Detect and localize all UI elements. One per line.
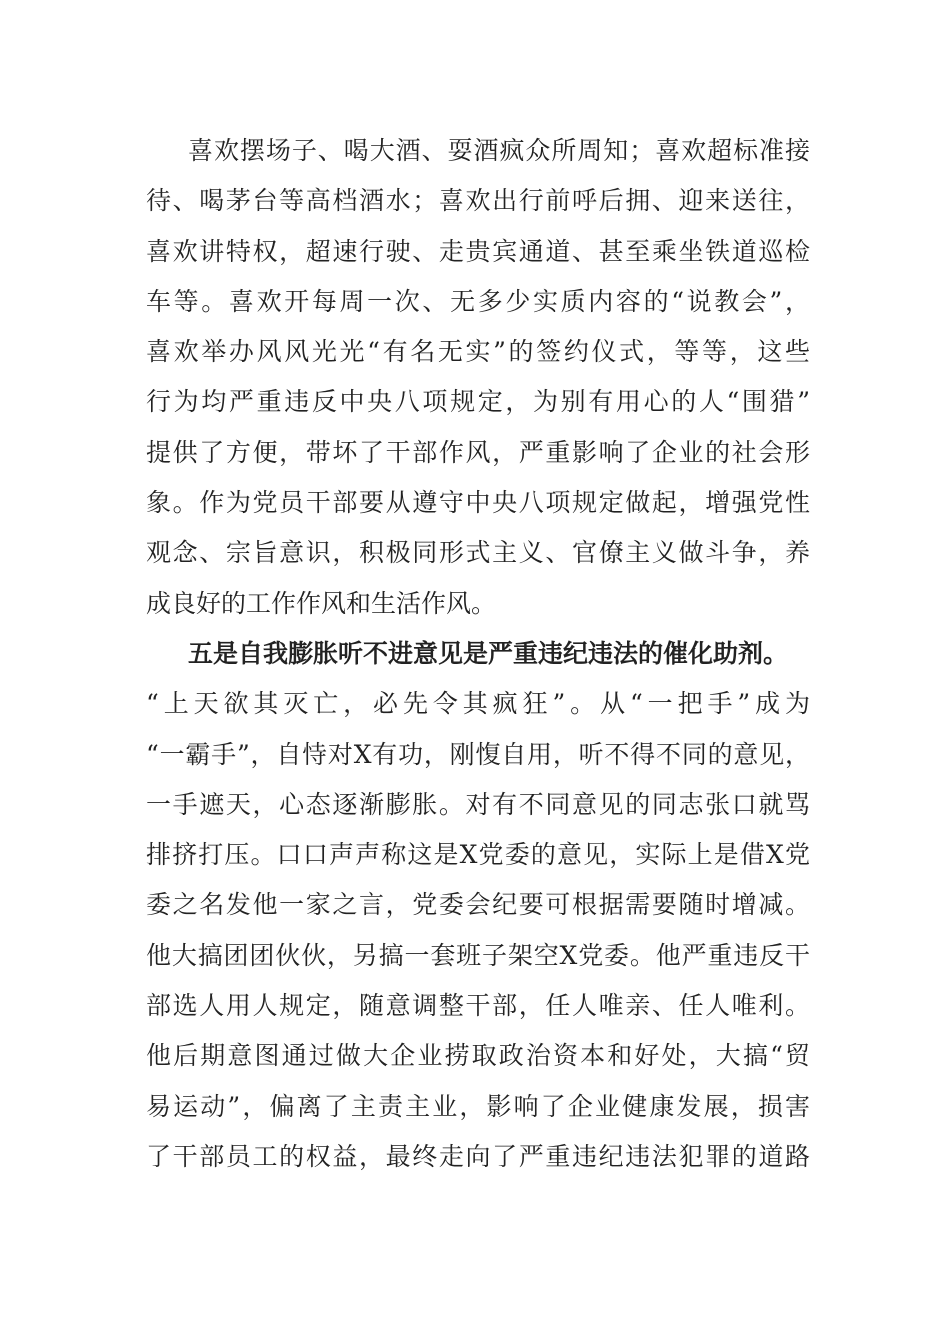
text-line: 车等。喜欢开每周一次、无多少实质内容的“说教会”， — [146, 286, 810, 316]
text-line: 观念、宗旨意识，积极同形式主义、官僚主义做斗争，养 — [146, 538, 810, 568]
text-line: 待、喝茅台等高档酒水；喜欢出行前呼后拥、迎来送往， — [146, 186, 810, 216]
text-line: 喜欢讲特权，超速行驶、走贵宾通道、甚至乘坐铁道巡检 — [146, 236, 810, 266]
text-line: 成良好的工作作风和生活作风。 — [146, 588, 497, 618]
text-line: 喜欢摆场子、喝大酒、耍酒疯众所周知；喜欢超标准接 — [188, 136, 810, 165]
text-line: 易运动”，偏离了主责主业，影响了企业健康发展，损害 — [146, 1091, 810, 1121]
text-line: 喜欢举办风风光光“有名无实”的签约仪式，等等，这些 — [146, 337, 810, 367]
heading-line: 五是自我膨胀听不进意见是严重违纪违法的催化助剂。 — [188, 638, 789, 668]
text-line: 排挤打压。口口声声称这是X党委的意见，实际上是借X党 — [146, 840, 810, 870]
text-line: 行为均严重违反中央八项规定，为别有用心的人“围猎” — [146, 387, 810, 417]
text-line: 他后期意图通过做大企业捞取政治资本和好处，大搞“贸 — [146, 1041, 810, 1071]
text-line: 委之名发他一家之言，党委会纪要可根据需要随时增减。 — [146, 890, 810, 920]
text-line: 部选人用人规定，随意调整干部，任人唯亲、任人唯利。 — [146, 991, 810, 1021]
text-line: 一手遮天，心态逐渐膨胀。对有不同意见的同志张口就骂 — [146, 789, 810, 819]
document-body — [146, 126, 810, 1182]
section-heading — [146, 629, 810, 679]
paragraph-1 — [146, 126, 810, 629]
text-line: 象。作为党员干部要从遵守中央八项规定做起，增强党性 — [146, 488, 810, 518]
text-line: “一霸手”，自恃对X有功，刚愎自用，听不得不同的意见， — [146, 739, 810, 769]
paragraph-2 — [146, 679, 810, 1182]
text-line: 他大搞团团伙伙，另搞一套班子架空X党委。他严重违反干 — [146, 940, 810, 970]
text-line: 提供了方便，带坏了干部作风，严重影响了企业的社会形 — [146, 437, 810, 467]
text-line: “上天欲其灭亡，必先令其疯狂”。从“一把手”成为 — [146, 689, 810, 719]
text-line: 了干部员工的权益，最终走向了严重违纪违法犯罪的道路 — [146, 1141, 810, 1171]
